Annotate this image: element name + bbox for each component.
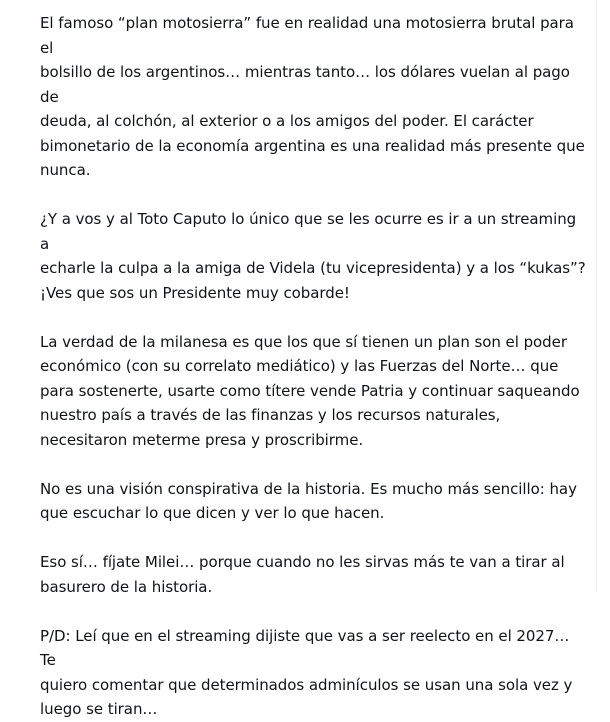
post-paragraph-4: No es una visión conspirativa de la historia. Es mucho más sencillo: hay que escuchar lo que dicen y ver lo que hacen. bbox=[40, 479, 577, 522]
post-paragraph-5: Eso sí… fíjate Milei… porque cuando no les sirvas más te van a tirar al basurero de la historia. bbox=[40, 553, 565, 596]
post-body bbox=[40, 11, 588, 722]
post-paragraph-2: ¿Y a vos y al Toto Caputo lo único que se les ocurre es ir a un streaming a echarle la culpa a la amiga de Videla (tu vicepresidenta) y a los “kukas”? ¡Ves que sos un Presidente muy cobarde! bbox=[40, 210, 586, 302]
right-gutter bbox=[597, 0, 610, 592]
post-paragraph-3: La verdad de la milanesa es que los que sí tienen un plan son el poder económico (con su correlato mediático) y las Fuerzas del Norte… que para sostenerte, usarte como títere vende Patria y continuar saqueando nuestro país a través de las finanzas y los recursos naturales, necesitaron meterme presa y proscribirme. bbox=[40, 332, 580, 449]
post-paragraph-1: El famoso “plan motosierra” fue en realidad una motosierra brutal para el bolsillo de los argentinos… mientras tanto… los dólares vuelan al pago de deuda, al colchón, al exterior o a los amigos del poder. El carácter bimonetario de la economía argentina es una realidad más presente que nunca. bbox=[40, 14, 585, 179]
post-paragraph-6: P/D: Leí que en el streaming dijiste que vas a ser reelecto en el 2027… Te quiero comentar que determinados adminículos se usan una sola vez y luego se tiran… bbox=[40, 626, 573, 718]
